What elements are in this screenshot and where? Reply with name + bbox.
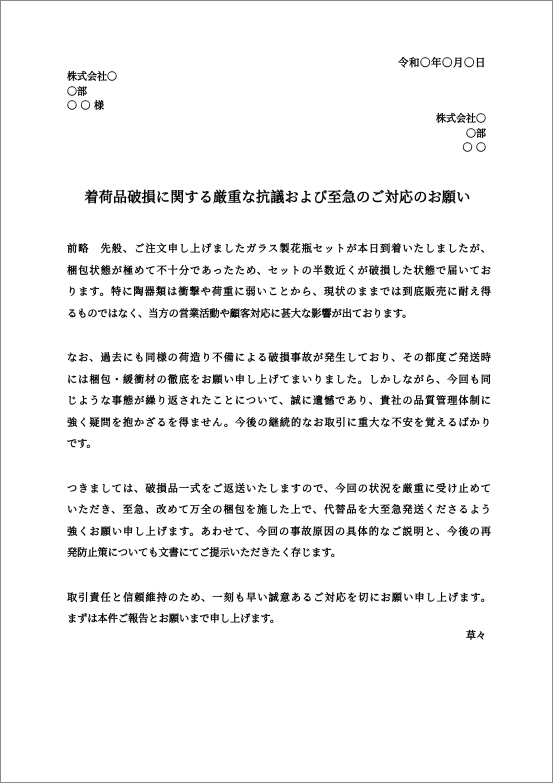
paragraph-line: です。 [67, 439, 97, 450]
paragraph-line: 強く疑問を抱かざるを得ません。今後の継続的なお取引に重大な不安を覚えるばかり [67, 417, 491, 429]
paragraph-line: まずは本件ご報告とお願いまで申し上げます。 [67, 614, 281, 625]
recipient-company: 株式会社〇 [67, 72, 117, 83]
recipient-name: 〇 〇 様 [67, 101, 104, 112]
letter-body [67, 239, 491, 654]
paragraph-3 [67, 479, 491, 565]
sender-name: 〇 〇 [462, 143, 486, 154]
closing-word: 草々 [466, 631, 486, 642]
recipient-block [67, 71, 117, 115]
paragraph-line: 強くお願い申し上げます。あわせて、今回の事故原因の具体的なご説明と、今後の再 [67, 526, 491, 538]
paragraph-line: には梱包・緩衝材の徹底をお願い申し上げてまいりました。しかしながら、今回も同 [67, 374, 491, 386]
paragraph-line: つきましては、破損品一式をご返送いたしますので、今回の状況を厳重に受け止めて [67, 483, 491, 495]
paragraph-line: いただき、至急、改めて万全の梱包を施した上で、代替品を大至急発送くださるよう [67, 505, 491, 516]
paragraph-2 [67, 348, 491, 456]
sender-block [436, 113, 486, 157]
paragraph-line: なお、過去にも同様の荷造り不備による破損事故が発生しており、その都度ご発送時 [67, 353, 491, 364]
sender-department: 〇部 [466, 128, 486, 140]
paragraph-line: 発防止策についても文書にてご提示いただきたく存じます。 [67, 548, 342, 559]
paragraph-line: 取引責任と信頼維持のため、一刻も早い誠意あるご対応を切にお願い申し上げます。 [67, 592, 491, 604]
paragraph-line: るものではなく、当方の営業活動や顧客対応に甚大な影響が出ております。 [67, 308, 413, 320]
paragraph-line: ります。特に陶器類は衝撃や荷重に弱いことから、現状のままでは到底販売に耐え得 [67, 287, 491, 298]
paragraph-line: 梱包状態が極めて不十分であったため、セットの半数近くが破損した状態で届いてお [67, 265, 491, 277]
paragraph-4 [67, 588, 491, 631]
letter-date: 令和〇年〇月〇日 [398, 57, 486, 69]
paragraph-1 [67, 239, 491, 325]
letter-title: 着荷品破損に関する厳重な抗議および至急のご対応のお願い [84, 190, 471, 206]
paragraph-line: 前略 先般、ご注文申し上げましたガラス製花瓶セットが本日到着いたしましたが、 [67, 244, 491, 255]
recipient-department: 〇部 [67, 86, 87, 98]
sender-company: 株式会社〇 [436, 114, 486, 125]
paragraph-line: じような事態が繰り返されたことについて、誠に遺憾であり、貴社の品質管理体制に [67, 396, 491, 407]
